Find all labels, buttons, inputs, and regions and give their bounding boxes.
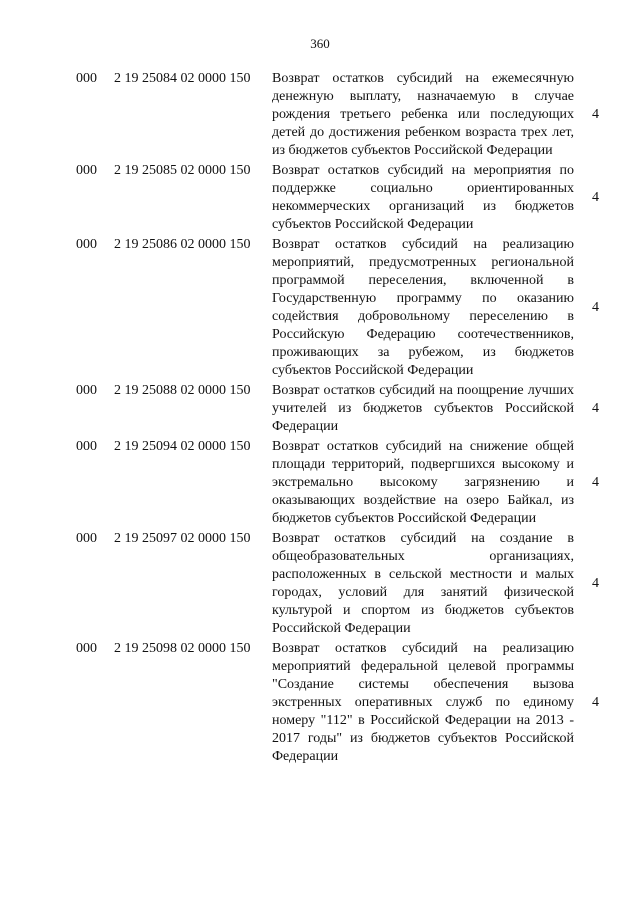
row-description: Возврат остатков субсидий на реализацию мероприятий федеральной целевой программы "Создание системы обеспечения вызова экстренных оперативных служб по единому номеру "112" в Российской Федерации на 2013 - 2017 годы" из бюджетов субъектов Российской Федерации — [272, 641, 574, 764]
row-value: 4 — [592, 107, 599, 122]
table-row — [0, 640, 640, 766]
budget-code-table — [0, 70, 640, 766]
budget-classification-code: 2 19 25088 02 0000 150 — [114, 383, 251, 398]
budget-classification-code: 2 19 25086 02 0000 150 — [114, 237, 251, 252]
row-value: 4 — [592, 475, 599, 490]
admin-code: 000 — [76, 163, 97, 178]
row-value: 4 — [592, 576, 599, 591]
row-value: 4 — [592, 695, 599, 710]
admin-code: 000 — [76, 237, 97, 252]
table-row — [0, 382, 640, 436]
budget-classification-code: 2 19 25085 02 0000 150 — [114, 163, 251, 178]
admin-code: 000 — [76, 531, 97, 546]
row-value: 4 — [592, 300, 599, 315]
page-number: 360 — [310, 36, 330, 51]
row-description: Возврат остатков субсидий на ежемесячную денежную выплату, назначаемую в случае рождения третьего ребенка или последующих детей до достижения ребенком возраста трех лет, из бюджетов субъектов Российской Федерации — [272, 71, 574, 158]
admin-code: 000 — [76, 641, 97, 656]
row-value: 4 — [592, 190, 599, 205]
row-description: Возврат остатков субсидий на снижение общей площади территорий, подвергшихся высокому и экстремально высокому загрязнению и оказывающих воздействие на озеро Байкал, из бюджетов субъектов Российской Федерации — [272, 439, 574, 526]
row-description: Возврат остатков субсидий на создание в общеобразовательных организациях, расположенных в сельской местности и малых городах, условий для занятий физической культурой и спортом из бюджетов субъектов Российской Федерации — [272, 531, 574, 636]
budget-classification-code: 2 19 25097 02 0000 150 — [114, 531, 251, 546]
budget-classification-code: 2 19 25098 02 0000 150 — [114, 641, 251, 656]
admin-code: 000 — [76, 439, 97, 454]
row-value: 4 — [592, 401, 599, 416]
table-row — [0, 530, 640, 638]
admin-code: 000 — [76, 383, 97, 398]
budget-classification-code: 2 19 25094 02 0000 150 — [114, 439, 251, 454]
budget-classification-code: 2 19 25084 02 0000 150 — [114, 71, 251, 86]
row-description: Возврат остатков субсидий на поощрение лучших учителей из бюджетов субъектов Российской Федерации — [272, 383, 574, 434]
admin-code: 000 — [76, 71, 97, 86]
table-row — [0, 70, 640, 160]
table-row — [0, 162, 640, 234]
table-row — [0, 438, 640, 528]
row-description: Возврат остатков субсидий на мероприятия по поддержке социально ориентированных некоммерческих организаций из бюджетов субъектов Российской Федерации — [272, 163, 574, 232]
row-description: Возврат остатков субсидий на реализацию мероприятий, предусмотренных региональной программой переселения, включенной в Государственную программу по оказанию содействия добровольному переселению в Российскую Федерацию соотечественников, проживающих за рубежом, из бюджетов субъектов Российской Федерации — [272, 237, 574, 378]
table-row — [0, 236, 640, 380]
